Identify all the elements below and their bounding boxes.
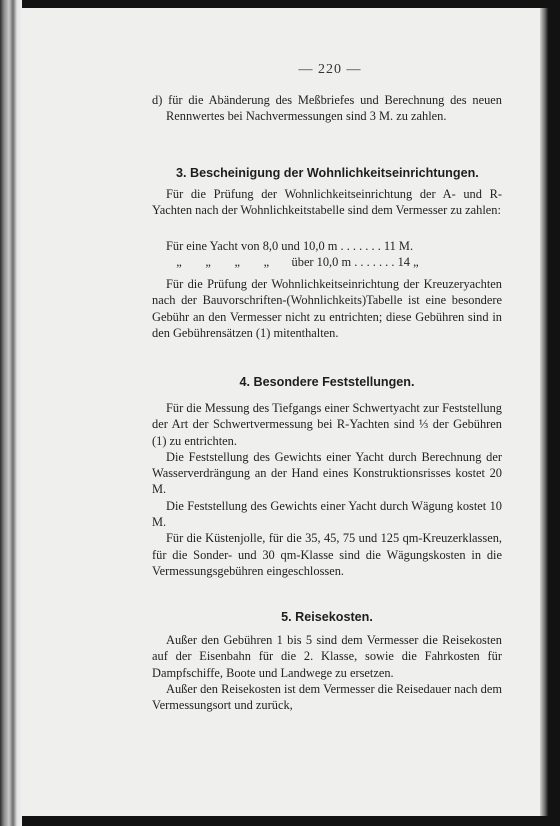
ditto-mark: „ — [234, 255, 240, 270]
fee-row-2-label: über 10,0 m — [291, 255, 352, 270]
section-4-p4: Für die Küstenjolle, für die 35, 45, 75 und 125 qm-Kreuzerklassen, für die Sonder- und 30 qm-Klasse sind die Wägungskosten in die Vermessungsgebühren eingeschlossen. — [152, 531, 502, 578]
section-5-p1: Außer den Gebühren 1 bis 5 sind dem Vermesser die Reisekosten auf der Eisenbahn für die 2. Klasse, sowie die Fahrkosten für Dampfschiffe, Boote und Landwege zu ersetzen. — [152, 633, 502, 680]
fee-row-1-label: Für eine Yacht von 8,0 und 10,0 m — [166, 239, 338, 253]
section-4-p3: Die Feststellung des Gewichts einer Yacht durch Wägung kostet 10 M. — [152, 498, 502, 530]
section-4-p2: Die Feststellung des Gewichts einer Yacht durch Berechnung der Wasserverdrängung an der Hand eines Konstruktionsrisses kostet 20 M. — [152, 449, 502, 497]
section-3-intro-text: Für die Prüfung der Wohnlichkeitseinrichtung der A- und R-Yachten nach der Wohnlichkeitstabelle sind dem Vermesser zu zahlen: — [152, 187, 502, 218]
section-5-heading: 5. Reisekosten. — [281, 610, 373, 624]
section-4-body — [152, 400, 502, 579]
section-4-heading: 4. Besondere Feststellungen. — [239, 375, 415, 389]
page-number: — 220 — — [298, 62, 362, 77]
ditto-mark: „ — [205, 255, 211, 270]
book-spine — [0, 0, 22, 826]
section-5-p2: Außer den Reisekosten ist dem Vermesser die Reisedauer nach dem Vermessungsort und zurück, — [152, 681, 502, 713]
ditto-mark: „ — [263, 255, 270, 270]
page-edge — [540, 8, 548, 816]
section-3-paragraph — [152, 276, 502, 341]
item-d — [152, 92, 502, 125]
fee-row-2 — [152, 254, 502, 270]
fee-row-2-amount: 14 „ — [397, 255, 419, 270]
section-4-p1: Für die Messung des Tiefgangs einer Schwertyacht zur Feststellung der Art der Schwertvermessung bei R-Yachten sind ⅓ der Gebühren (1) zu entrichten. — [152, 401, 502, 448]
section-3-paragraph-text: Für die Prüfung der Wohnlichkeitseinrichtung der Kreuzeryachten nach der Bauvorschriften-(Wohnlichkeits)Tabelle ist eine besondere Gebühr an den Vermesser nicht zu entrichten; diese Gebühren sind in den Gebührensätzen (1) mitenthalten. — [152, 277, 502, 340]
fee-row-1-dots: . . . . . . . — [340, 239, 381, 253]
fee-table — [152, 238, 502, 271]
fee-row-2-dots: . . . . . . . — [354, 255, 395, 270]
section-3-heading: 3. Bescheinigung der Wohnlichkeitseinrichtungen. — [176, 166, 479, 180]
section-3-intro — [152, 186, 502, 219]
fee-row-1 — [152, 238, 502, 254]
section-5-body — [152, 632, 502, 713]
ditto-mark: „ — [176, 255, 182, 270]
fee-row-1-amount: 11 M. — [383, 239, 414, 253]
item-d-text: d) für die Abänderung des Meßbriefes und Berechnung des neuen Rennwertes bei Nachvermessungen sind 3 M. zu zahlen. — [152, 93, 502, 124]
